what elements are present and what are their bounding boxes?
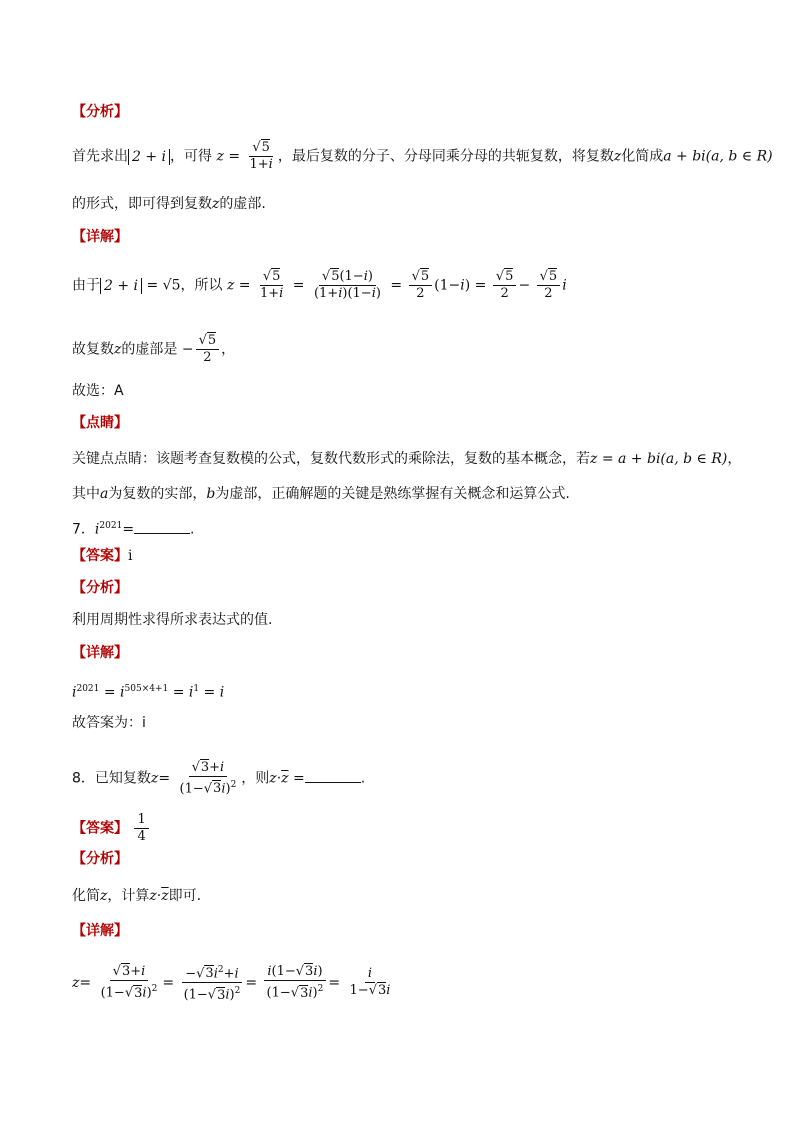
q6-comment-line2: 其中a为复数的实部，b为虚部，正确解题的关键是熟练掌握有关概念和运算公式. bbox=[72, 486, 570, 502]
q7-analysis-tag: 【分析】 bbox=[72, 580, 128, 596]
section-tag-analysis: 【分析】 bbox=[72, 104, 128, 120]
q8-detail-tag: 【详解】 bbox=[72, 923, 128, 939]
section-tag-comment: 【点睛】 bbox=[72, 415, 128, 431]
q7-detail-equation: $i^{2021} = i^{505\times 4+1} = i^1 = i$ bbox=[72, 684, 225, 701]
q6-detail-imag-part: 故复数z的虚部是 − $\frac{√5}{2}$ ， bbox=[72, 333, 236, 365]
q6-analysis-line2: 的形式，即可得到复数z的虚部. bbox=[72, 196, 266, 212]
q7-final: 故答案为：i bbox=[72, 715, 146, 731]
answer-blank bbox=[305, 768, 361, 783]
q6-analysis-line1: 首先求出 2 + i ，可得 z = $\frac{√5}{1+i}$ ，最后复数的分子、分母同乘分母的共轭复数，将复数z化简成a + bi(a, b ∈ R) bbox=[72, 140, 773, 172]
q8-stem: 8．已知复数z= $\frac{√3+i}{(1-√3i)^2}$ ，则$z\cdot\overline{z}$ = . bbox=[72, 760, 366, 797]
answer-blank bbox=[134, 519, 190, 534]
q8-detail-equation: z= $\frac{√3+i}{(1-√3i)^2}$ = $\frac{-√3i^2+i}{(1-√3i)^2}$ = $\frac{i(1-√3i)}{(1-√3i)^2}$ = $\frac{i}{1-√3i}$ bbox=[72, 962, 734, 1004]
q7-answer: 【答案】i bbox=[72, 548, 133, 564]
q8-analysis-tag: 【分析】 bbox=[72, 851, 128, 867]
q6-comment-line1: 关键点点睛：该题考查复数模的公式，复数代数形式的乘除法，复数的基本概念，若z = a + bi(a, b ∈ R)， bbox=[72, 451, 742, 467]
q8-analysis: 化简z，计算$z\cdot\overline{z}$即可. bbox=[72, 888, 202, 904]
q6-choice: 故选：A bbox=[72, 383, 124, 399]
q8-answer: 【答案】 $\frac{1}{4}$ bbox=[72, 812, 734, 845]
section-tag-detail: 【详解】 bbox=[72, 229, 128, 245]
q7-stem: 7．$i^{2021}=$ . bbox=[72, 515, 734, 541]
q7-analysis: 利用周期性求得所求表达式的值. bbox=[72, 612, 273, 628]
q6-detail-equation: 由于 2 + i = √5，所以 z = $\frac{√5}{1+i}$ = $\frac{√5(1-i)}{(1+i)(1-i)}$ = $\frac{√5}{2}$ (1−i) = $\frac{√5}{2}$ − $\frac{√5}{2}$ i bbox=[72, 269, 567, 301]
q7-detail-tag: 【详解】 bbox=[72, 645, 128, 661]
